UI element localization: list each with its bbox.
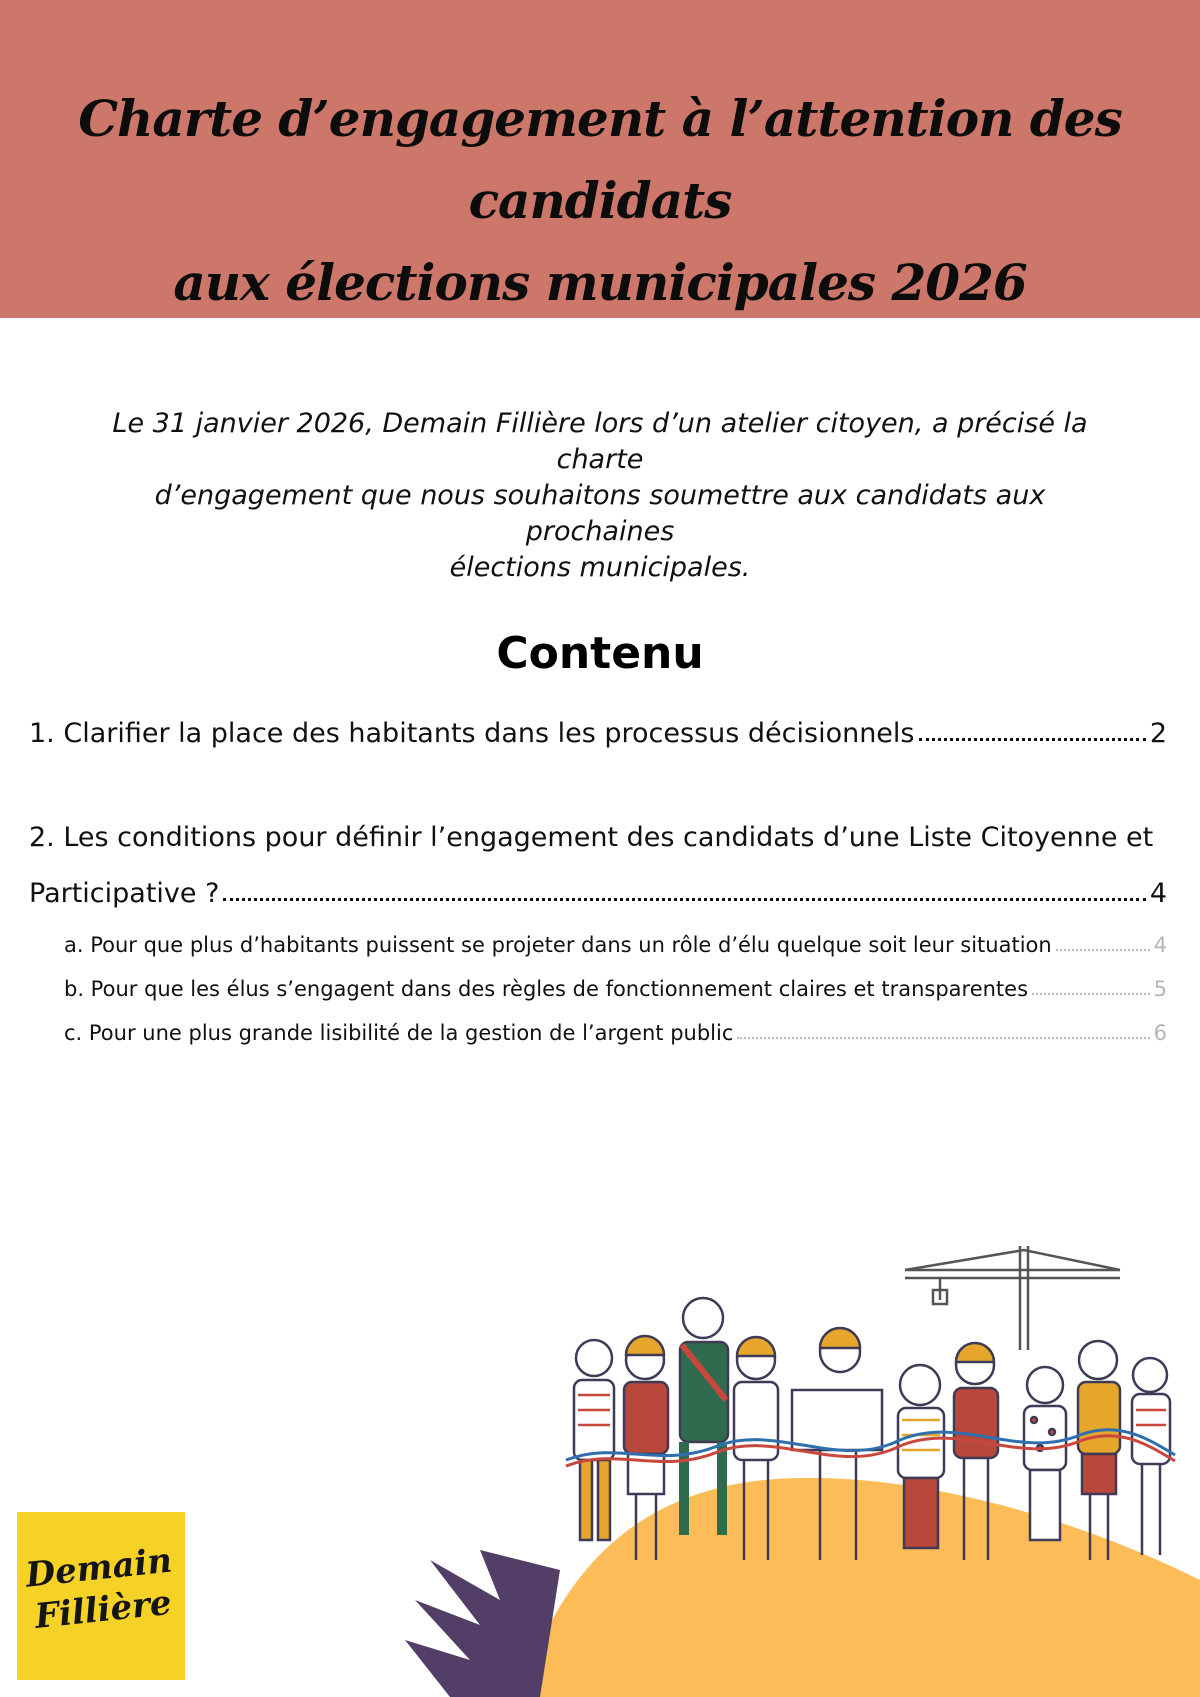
hill-shape <box>520 1478 1200 1697</box>
page-title-line1: Charte d’engagement à l’attention des candidats <box>78 89 1122 230</box>
crane-drawing <box>905 1246 1120 1350</box>
toc-subitem-c-page: 6 <box>1153 1021 1167 1045</box>
intro-line2: d’engagement que nous souhaitons soumettre aux candidats aux prochaines <box>154 480 1046 547</box>
toc-item-2-page: 4 <box>1149 878 1167 909</box>
intro-line1: Le 31 janvier 2026, Demain Fillière lors d’un atelier citoyen, a précisé la charte <box>112 408 1088 475</box>
toc-item-2-label: Participative ? <box>29 878 220 909</box>
toc-heading: Contenu <box>496 628 704 679</box>
toc-item-1-label: 1. Clarifier la place des habitants dans les processus décisionnels <box>29 718 915 749</box>
toc-subitem-b-label: b. Pour que les élus s’engagent dans des règles de fonctionnement claires et transparentes <box>64 977 1029 1001</box>
logo-line2: Fillière <box>32 1582 174 1637</box>
toc-subitem-b-page: 5 <box>1153 977 1167 1001</box>
logo-line1: Demain <box>23 1540 174 1596</box>
page-title-line2: aux élections municipales 2026 <box>173 253 1027 312</box>
toc-subitem-a-page: 4 <box>1153 933 1167 957</box>
toc-subitem-c-label: c. Pour une plus grande lisibilité de la gestion de l’argent public <box>64 1021 734 1045</box>
palm-leaf-decoration <box>405 1550 560 1697</box>
logo <box>13 1538 189 1639</box>
toc-item-1-page: 2 <box>1149 718 1167 749</box>
toc-item-2-line1[interactable]: 2. Les conditions pour définir l’engagement des candidats d’une Liste Citoyenne et <box>29 822 1154 853</box>
intro-line3: élections municipales. <box>449 552 751 583</box>
toc-subitem-a-label: a. Pour que plus d’habitants puissent se projeter dans un rôle d’élu quelque soit leur situation <box>64 933 1052 957</box>
